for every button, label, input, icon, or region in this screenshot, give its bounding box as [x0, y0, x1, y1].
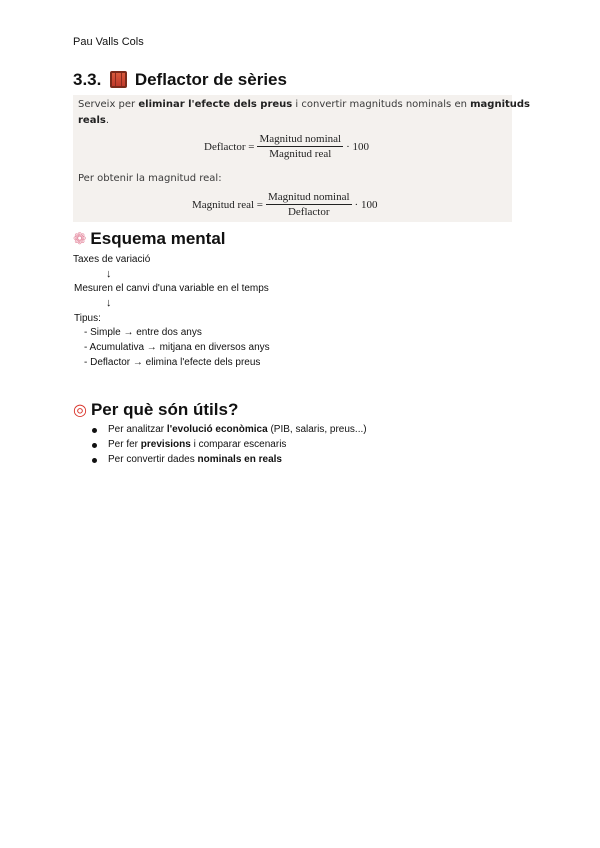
list-item — [90, 439, 367, 454]
down-arrow-icon: ↓ — [106, 268, 112, 280]
formula-numerator: Magnitud nominal — [267, 191, 350, 203]
mindmap-heading — [73, 229, 226, 249]
utility-title: Per què són útils? — [90, 400, 239, 419]
formula-rhs: · 100 — [346, 140, 369, 153]
text-fragment: Per analitzar — [108, 424, 167, 435]
text-fragment: Serveix per — [78, 99, 139, 110]
emphasis-text: nominals en reals — [197, 454, 282, 465]
definition-text-cont — [78, 115, 109, 126]
mindmap-line: Taxes de variació — [73, 254, 151, 265]
formula-numerator: Magnitud nominal — [259, 133, 342, 145]
bullet-icon — [92, 443, 97, 448]
section-title: Deflactor de sèries — [134, 70, 287, 89]
formula-fraction — [266, 191, 352, 218]
text-fragment: Per convertir dades — [108, 454, 198, 465]
target-icon: ◎ — [73, 400, 87, 419]
utility-list — [90, 424, 367, 469]
bullet-icon — [92, 428, 97, 433]
list-item — [90, 424, 367, 439]
formula-lhs: Magnitud real = — [192, 198, 263, 211]
section-number: 3.3. — [73, 70, 102, 89]
brain-icon: ❁ — [73, 229, 87, 248]
real-magnitude-formula — [192, 191, 377, 218]
emphasis-text: previsions — [140, 439, 191, 450]
text-fragment: i comparar escenaris — [190, 439, 287, 450]
formula-denominator: Magnitud real — [269, 148, 332, 160]
mindmap-title: Esquema mental — [90, 229, 226, 248]
formula-rhs: · 100 — [354, 198, 378, 211]
formula-denominator: Deflactor — [287, 206, 330, 218]
mindmap-item: - Deflactor → elimina l'efecte dels preus — [84, 357, 261, 368]
definition-text — [78, 99, 530, 110]
down-arrow-icon: ↓ — [106, 297, 112, 309]
bullet-icon — [92, 458, 97, 463]
author-name: Pau Valls Cols — [73, 36, 144, 48]
formula-lhs: Deflactor = — [204, 140, 255, 153]
mindmap-line: Tipus: — [74, 313, 101, 324]
abacus-icon — [110, 71, 127, 88]
definition-box — [73, 95, 531, 222]
text-fragment: (PIB, salaris, preus...) — [267, 424, 367, 435]
instruction-text: Per obtenir la magnitud real: — [78, 173, 222, 184]
mindmap-item: - Simple → entre dos anys — [84, 327, 202, 338]
deflator-formula — [204, 133, 369, 160]
emphasis-text: magnituds — [470, 99, 531, 110]
formula-fraction — [257, 133, 343, 160]
emphasis-text: reals — [78, 115, 106, 126]
text-fragment: i convertir magnituds nominals en — [292, 99, 471, 110]
mindmap-line: Mesuren el canvi d'una variable en el temps — [74, 283, 269, 294]
utility-heading — [73, 400, 238, 420]
mindmap-item: - Acumulativa → mitjana en diversos anys — [84, 342, 270, 353]
text-fragment: . — [105, 115, 110, 126]
emphasis-text: eliminar l'efecte dels preus — [138, 99, 293, 110]
emphasis-text: l'evolució econòmica — [166, 424, 268, 435]
text-fragment: Per fer — [108, 439, 141, 450]
section-heading — [73, 70, 287, 90]
list-item — [90, 454, 367, 469]
